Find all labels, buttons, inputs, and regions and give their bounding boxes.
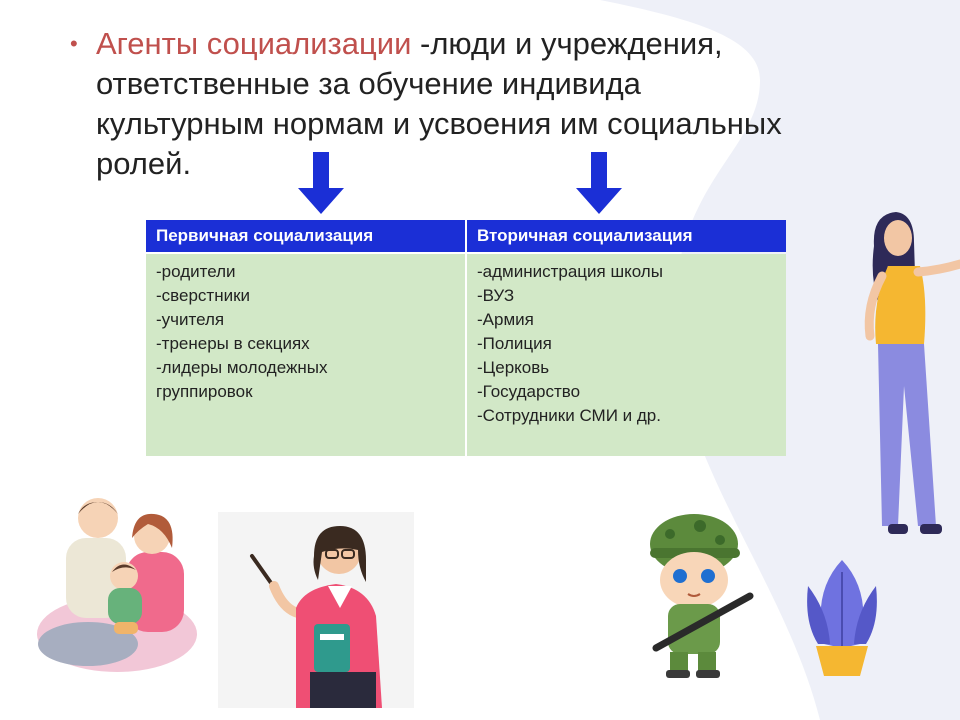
woman-illustration — [848, 206, 960, 542]
list-item: -Сотрудники СМИ и др. — [477, 406, 661, 425]
family-illustration — [18, 484, 216, 684]
term: Агенты социализации — [96, 26, 412, 61]
list-item: -Церковь — [477, 358, 550, 377]
definition-line-3: культурным нормам и усвоения им социальных — [96, 106, 782, 141]
list-item: -лидеры молодежных — [156, 358, 328, 377]
cell-primary — [146, 254, 465, 456]
list-item: -родители — [156, 262, 236, 281]
list-item: -администрация школы — [477, 262, 663, 281]
definition-line-2: ответственные за обучение индивида — [96, 66, 641, 101]
bullet-icon: • — [70, 31, 78, 56]
down-arrow-icon — [576, 152, 622, 214]
list-item: -Полиция — [477, 334, 552, 353]
header-secondary: Вторичная социализация — [467, 220, 786, 252]
socialization-table — [146, 220, 786, 456]
plant-illustration — [800, 552, 884, 682]
soldier-illustration — [640, 508, 760, 680]
header-primary: Первичная социализация — [146, 220, 465, 252]
slide-heading — [70, 24, 870, 184]
list-item: группировок — [156, 382, 253, 401]
cell-secondary — [467, 254, 786, 456]
list-item: -Армия — [477, 310, 534, 329]
list-item: -тренеры в секциях — [156, 334, 310, 353]
list-item: -учителя — [156, 310, 225, 329]
list-item: -сверстники — [156, 286, 251, 305]
definition-line-4: ролей. — [96, 146, 192, 181]
list-item: -ВУЗ — [477, 286, 515, 305]
teacher-illustration — [218, 512, 414, 708]
list-item: -Государство — [477, 382, 581, 401]
down-arrow-icon — [298, 152, 344, 214]
definition-line-1: -люди и учреждения, — [411, 26, 723, 61]
